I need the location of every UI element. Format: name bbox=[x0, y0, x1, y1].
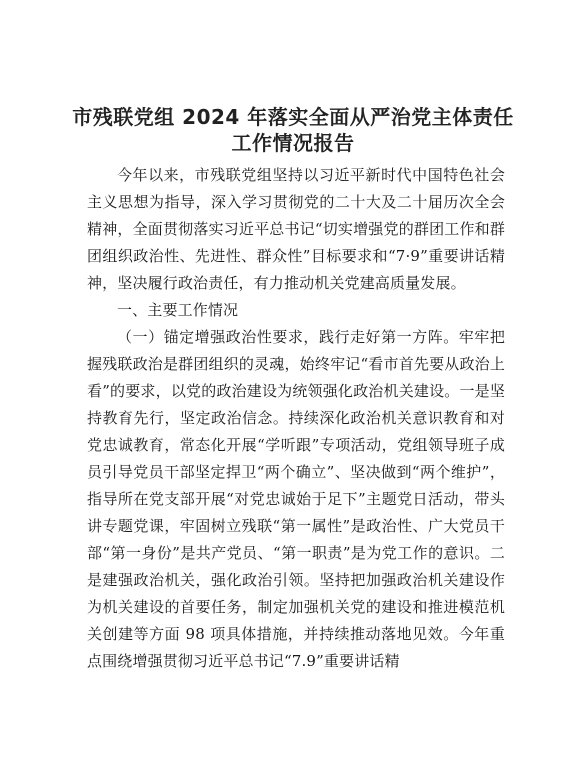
document-title-line-2: 工作情况报告 bbox=[231, 131, 355, 155]
intro-paragraph: 今年以来，市残联党组坚持以习近平新时代中国特色社会主义思想为指导，深入学习贯彻党的二十大及二十届历次全会精神，全面贯彻落实习近平总书记“切实增强党的群团工作和群团组织政治性、先进性、群众性”目标要求和“7·9”重要讲话精神，坚决履行政治责任，有力推动机关党建高质量发展。 bbox=[87, 166, 505, 292]
document-title-line-1: 市残联党组 2024 年落实全面从严治党主体责任 bbox=[72, 105, 514, 129]
body-paragraph: （一）锚定增强政治性要求，践行走好第一方阵。牢牢把握残联政治是群团组织的灵魂，始终牢记“看市首先要从政治上看”的要求，以党的政治建设为统领强化政治机关建设。一是坚持教育先行，坚定政治信念。持续深化政治机关意识教育和对党忠诚教育，常态化开展“学听跟”专项活动，党组领导班子成员引导党员干部坚定捍卫“两个确立”、坚决做到“两个维护”，指导所在党支部开展“对党忠诚始于足下”主题党日活动，带头讲专题党课，牢固树立残联“第一属性”是政治性、广大党员干部“第一身份”是共产党员、“第一职责”是为党工作的意识。二是建强政治机关，强化政治引领。坚持把加强政治机关建设作为机关建设的首要任务，制定加强机关党的建设和推进模范机关创建等方面 98 项具体措施，并持续推动落地见效。今年重点围绕增强贯彻习近平总书记“7.9”重要讲话精 bbox=[87, 328, 505, 670]
document-body bbox=[87, 162, 505, 675]
section-heading: 一、主要工作情况 bbox=[117, 301, 239, 319]
